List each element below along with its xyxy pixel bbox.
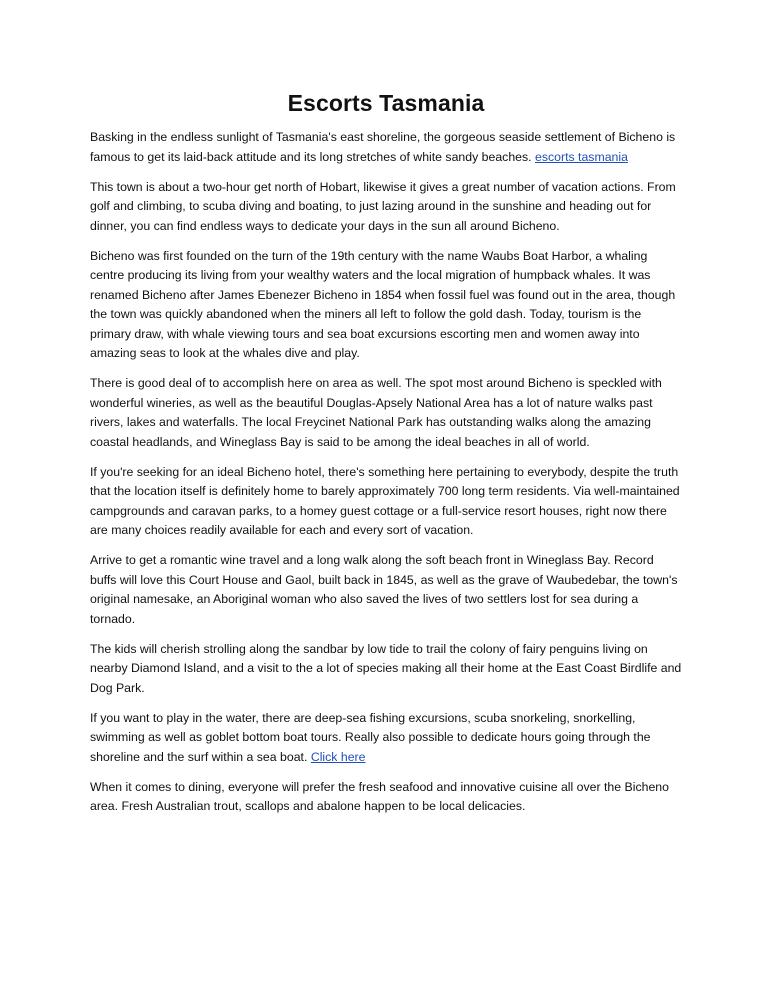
click-here-link[interactable]: Click here [310, 749, 366, 764]
document-title: Escorts Tasmania [287, 90, 485, 116]
document-page [90, 88, 682, 827]
paragraph-9: When it comes to dining, everyone will prefer the fresh seafood and innovative cuisine all over the Bicheno area. Fresh Australian trout, scallops and abalone happen to be local delicacies. [90, 779, 669, 813]
paragraph-7: The kids will cherish strolling along the sandbar by low tide to trail the colony of fairy penguins living on nearby Diamond Island, and a visit to the a lot of species making all their home at the East Coast Birdlife and Dog Park. [90, 641, 682, 695]
paragraph-3: Bicheno was first founded on the turn of the 19th century with the name Waubs Boat Harbor, a whaling centre producing its living from your wealthy waters and the local migration of humpback whales. It was renamed Bicheno after James Ebenezer Bicheno in 1854 when fossil fuel was found out in the area, though the town was quickly abandoned when the miners all left to follow the gold dash. Today, tourism is the primary draw, with whale viewing tours and sea boat excursions escorting men and women away into amazing seas to look at the whales dive and play. [90, 248, 676, 360]
paragraph-2: This town is about a two-hour get north of Hobart, likewise it gives a great number of vacation actions. From golf and climbing, to scuba diving and boating, to just lazing around in the sunshine and heading out for dinner, you can find endless ways to dedicate your days in the sun all around Bicheno. [90, 179, 676, 233]
paragraph-5: If you're seeking for an ideal Bicheno hotel, there's something here pertaining to everybody, despite the truth that the location itself is definitely home to barely approximately 700 long term residents. Via well-maintained campgrounds and caravan parks, to a homey guest cottage or a full-service resort houses, right now there are many choices readily available for each and every sort of vacation. [90, 464, 680, 537]
paragraph-6: Arrive to get a romantic wine travel and a long walk along the soft beach front in Wineglass Bay. Record buffs will love this Court House and Gaol, built back in 1845, as well as the grave of Waubedebar, the town's original namesake, an Aboriginal woman who also saved the lives of two settlers lost for sea during a tornado. [90, 553, 678, 626]
paragraph-4: There is good deal of to accomplish here on area as well. The spot most around Bicheno is speckled with wonderful wineries, as well as the beautiful Douglas-Apsely National Area has a lot of nature walks past rivers, lakes and waterfalls. The local Freycinet National Park has outstanding walks along the amazing coastal headlands, and Wineglass Bay is said to be among the ideal beaches in all of world. [90, 376, 662, 449]
escorts-tasmania-link[interactable]: escorts tasmania [535, 149, 628, 164]
paragraph-8-text: If you want to play in the water, there are deep-sea fishing excursions, scuba snorkeling, snorkelling, swimming as well as goblet bottom boat tours. Really also possible to dedicate hours going through the shoreline and the surf within a sea boat. [90, 710, 651, 764]
paragraph-8 [90, 709, 682, 768]
paragraph-1-text: Basking in the endless sunlight of Tasmania's east shoreline, the gorgeous seaside settlement of Bicheno is famous to get its laid-back attitude and its long stretches of white sandy beaches. [90, 130, 676, 164]
paragraph-1 [90, 128, 682, 167]
